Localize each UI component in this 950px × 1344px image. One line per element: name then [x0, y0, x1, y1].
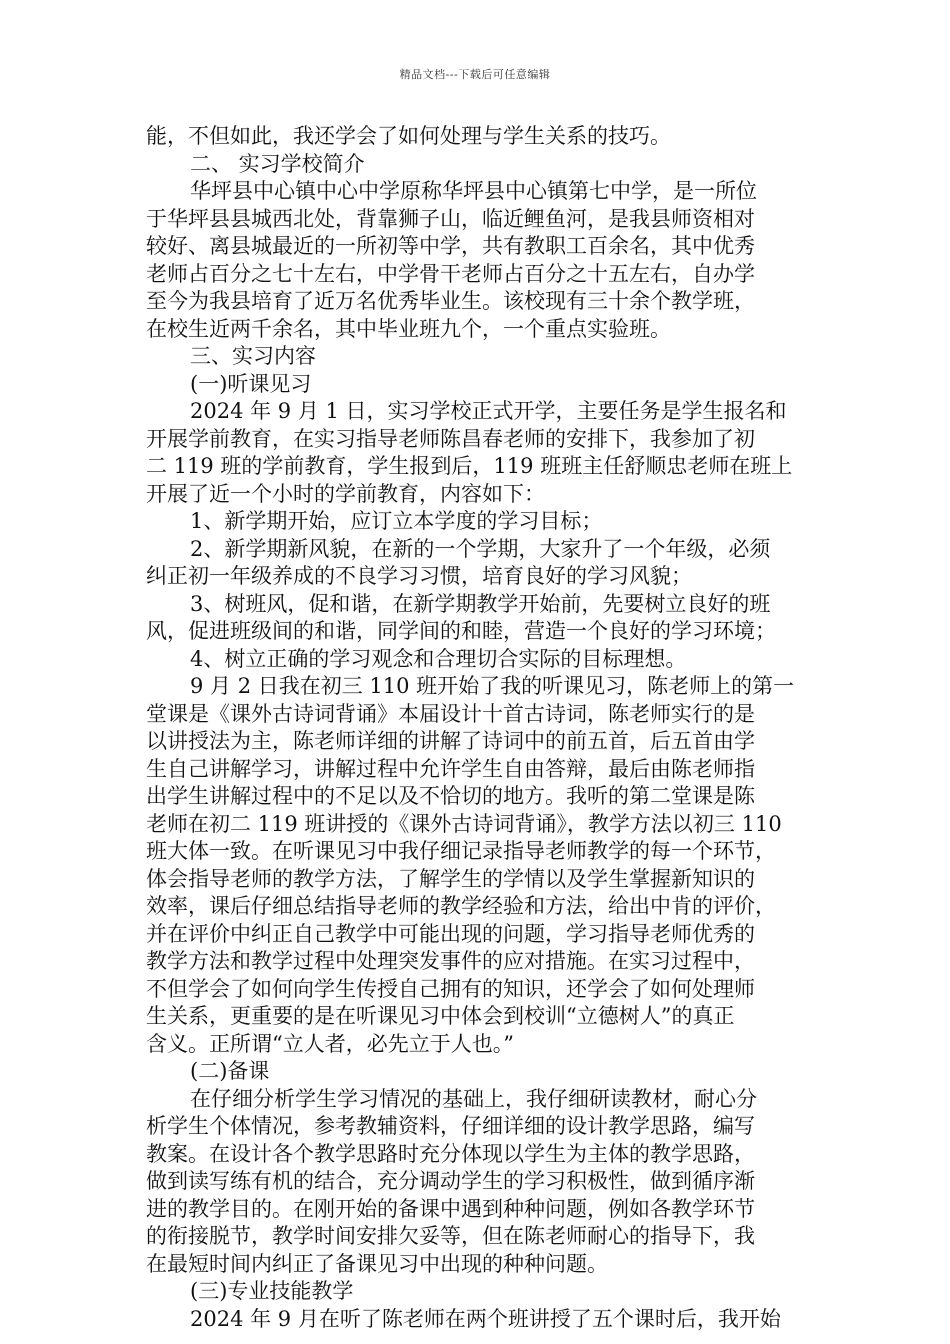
text-line: 班大体一致。在听课见习中我仔细记录指导老师教学的每一个环节， — [146, 839, 776, 863]
text-line: 1、新学期开始，应订立本学度的学习目标； — [190, 509, 603, 533]
text-line: 教案。在设计各个教学思路时充分体现以学生为主体的教学思路， — [146, 1141, 755, 1166]
text-line: 进的教学目的。在刚开始的备课中遇到种种问题，例如各教学环节 — [146, 1196, 755, 1221]
text-line: 风，促进班级间的和谐，同学间的和睦，营造一个良好的学习环境； — [146, 619, 776, 643]
text-line: 含义。正所谓“立人者，必先立于人也。” — [146, 1031, 514, 1056]
text-line: 教学方法和教学过程中处理突发事件的应对措施。在实习过程中， — [146, 949, 755, 973]
text-line: 至今为我县培育了近万名优秀毕业生。该校现有三十余个教学班， — [146, 289, 755, 313]
text-line: 体会指导老师的教学方法，了解学生的学情以及学生掌握新知识的 — [146, 866, 755, 891]
text-line: (二)备课 — [190, 1059, 270, 1083]
text-line: 以讲授法为主，陈老师详细的讲解了诗词中的前五首，后五首由学 — [146, 729, 755, 753]
text-line: 纠正初一年级养成的不良学习习惯，培育良好的学习风貌； — [146, 564, 692, 588]
page-header: 精品文档---下载后可任意编辑 — [399, 68, 551, 81]
text-line: 在最短时间内纠正了备课见习中出现的种种问题。 — [146, 1251, 608, 1276]
text-line: 老师在初二 119 班讲授的《课外古诗词背诵》，教学方法以初三 110 — [146, 811, 782, 836]
text-line: 堂课是《课外古诗词背诵》本届设计十首古诗词，陈老师实行的是 — [146, 701, 755, 726]
text-line: 能，不但如此，我还学会了如何处理与学生关系的技巧。 — [146, 124, 671, 148]
text-line: 3、树班风，促和谐，在新学期教学开始前，先要树立良好的班 — [190, 591, 771, 616]
text-line: 二 119 班的学前教育，学生报到后，119 班班主任舒顺忠老师在班上 — [146, 454, 793, 478]
text-line: 于华坪县县城西北处，背靠狮子山，临近鲤鱼河，是我县师资相对 — [146, 206, 755, 231]
text-line: 生关系，更重要的是在听课见习中体会到校训“立德树人”的真正 — [146, 1004, 735, 1028]
text-line: (一)听课见习 — [190, 371, 312, 396]
text-line: 的衔接脱节，教学时间安排欠妥等，但在陈老师耐心的指导下，我 — [146, 1224, 755, 1248]
text-line: 2024 年 9 月在听了陈老师在两个班讲授了五个课时后，我开始 — [190, 1306, 781, 1331]
text-line: 出学生讲解过程中的不足以及不恰切的地方。我听的第二堂课是陈 — [146, 784, 755, 808]
text-line: 三、实习内容 — [190, 344, 316, 368]
text-line: (三)专业技能教学 — [190, 1279, 354, 1303]
text-line: 二、 实习学校简介 — [190, 151, 365, 176]
document-body — [146, 123, 812, 1333]
text-line: 2024 年 9 月 1 日，实习学校正式开学，主要任务是学生报名和 — [190, 399, 787, 423]
text-line: 做到读写练有机的结合，充分调动学生的学习积极性，做到循序渐 — [146, 1169, 755, 1193]
text-line: 析学生个体情况，参考教辅资料，仔细详细的设计教学思路，编写 — [146, 1114, 755, 1138]
text-line: 9 月 2 日我在初三 110 班开始了我的听课见习，陈老师上的第一 — [190, 674, 795, 698]
text-line: 老师占百分之七十左右，中学骨干老师占百分之十五左右，自办学 — [146, 261, 755, 286]
text-line: 4、树立正确的学习观念和合理切合实际的目标理想。 — [190, 646, 687, 671]
text-line: 不但学会了如何向学生传授自己拥有的知识，还学会了如何处理师 — [146, 976, 755, 1001]
text-line: 在校生近两千余名，其中毕业班九个，一个重点实验班。 — [146, 316, 671, 341]
text-line: 效率，课后仔细总结指导老师的教学经验和方法，给出中肯的评价， — [146, 894, 776, 918]
text-line: 并在评价中纠正自己教学中可能出现的问题，学习指导老师优秀的 — [146, 921, 755, 946]
text-line: 2、新学期新风貌，在新的一个学期，大家升了一个年级，必须 — [190, 536, 771, 561]
text-line: 较好、离县城最近的一所初等中学，共有教职工百余名，其中优秀 — [146, 234, 755, 258]
text-line: 华坪县中心镇中心中学原称华坪县中心镇第七中学，是一所位 — [190, 179, 757, 203]
text-line: 生自己讲解学习，讲解过程中允许学生自由答辩，最后由陈老师指 — [146, 756, 755, 781]
text-line: 开展学前教育，在实习指导老师陈昌春老师的安排下，我参加了初 — [146, 426, 755, 451]
text-line: 在仔细分析学生学习情况的基础上，我仔细研读教材，耐心分 — [190, 1086, 757, 1111]
text-line: 开展了近一个小时的学前教育，内容如下： — [146, 481, 545, 506]
